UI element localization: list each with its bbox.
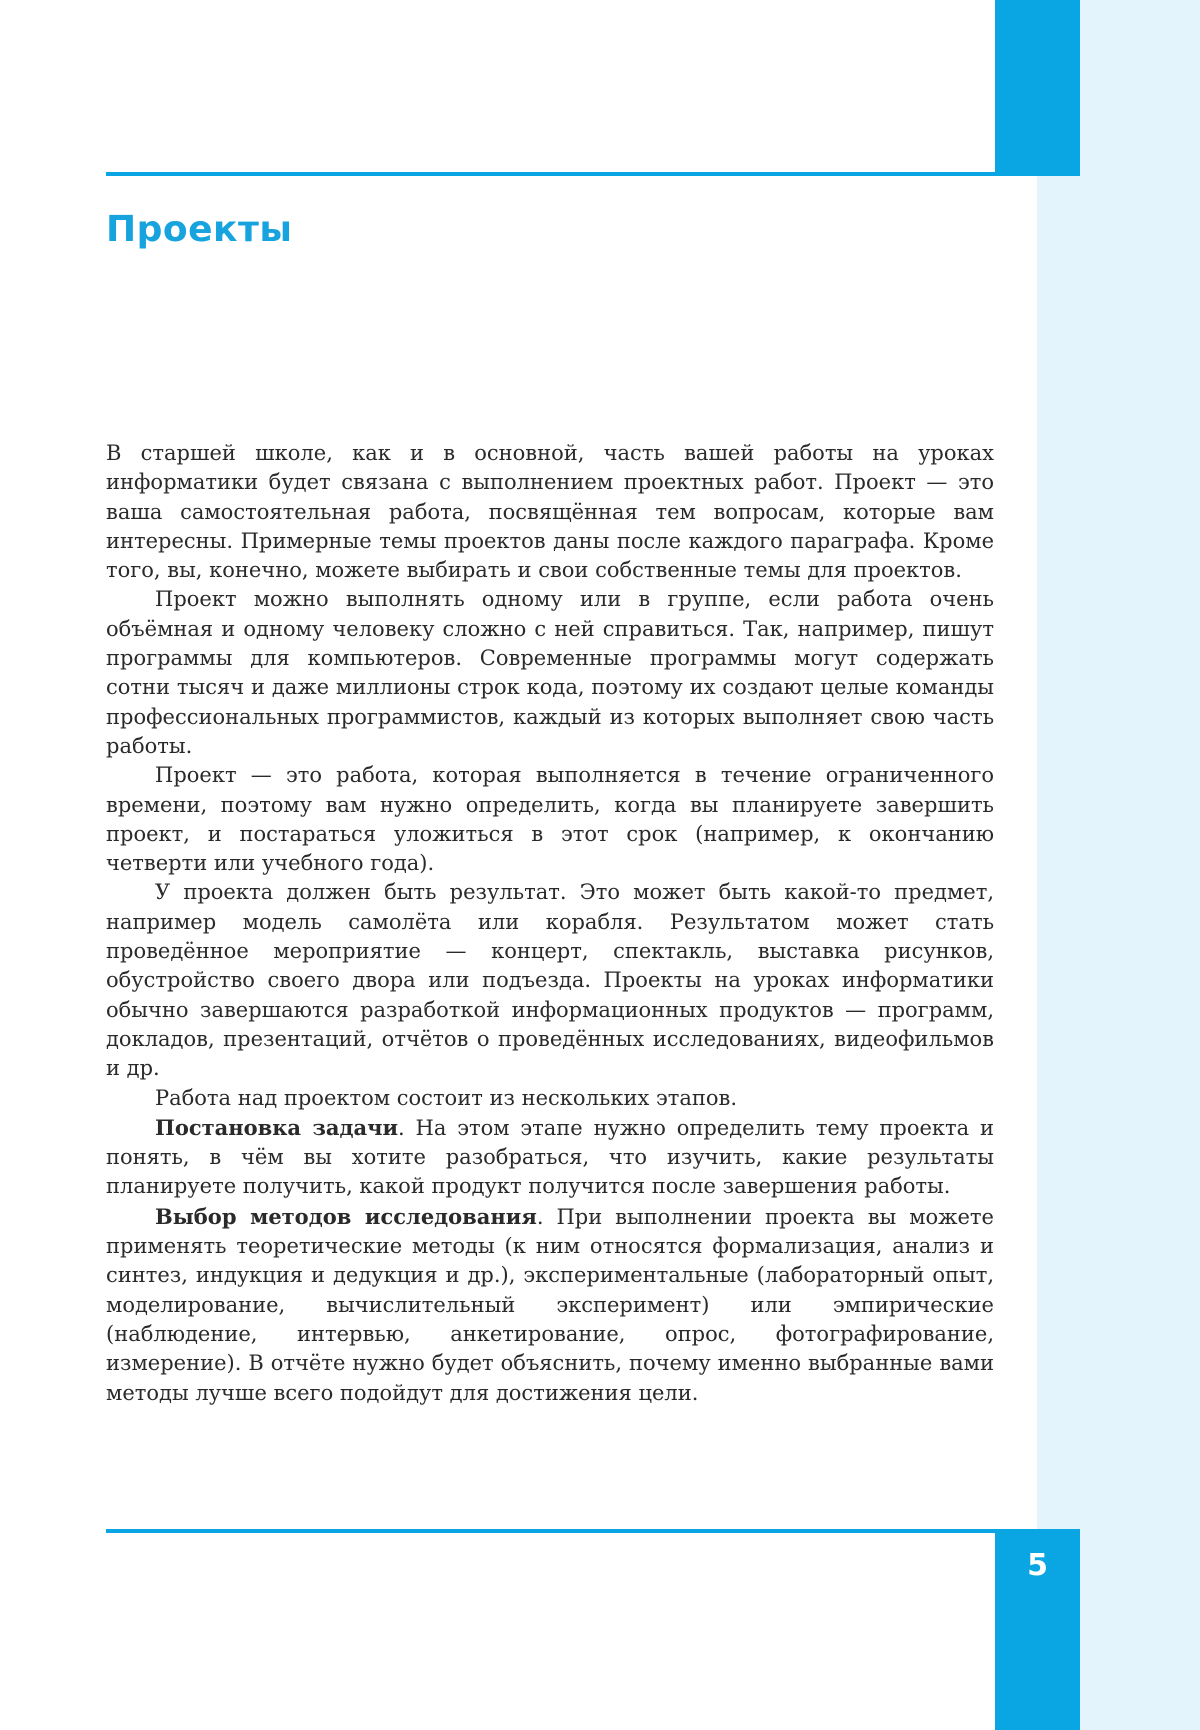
term-methods: Выбор методов исследования xyxy=(155,1203,537,1229)
body-text xyxy=(106,439,994,1487)
header-divider xyxy=(106,172,1000,176)
paragraph-stages: Работа над проектом состоит из нескольких этапов. xyxy=(155,1085,738,1110)
page-number: 5 xyxy=(1027,1548,1048,1583)
side-strip xyxy=(1037,0,1200,1730)
top-accent-tab xyxy=(995,0,1080,176)
page-title: Проекты xyxy=(106,209,293,250)
paragraph-group-work: Проект можно выполнять одному или в группе, если работа очень объёмная и одному человеку сложно с ней справиться. Так, например, пишут программы для компьютеров. Современные программы могут содержать сотни тысяч и даже миллионы строк кода, поэтому их создают целые команды профессиональных программистов, каждый из которых выполняет свою часть работы. xyxy=(106,587,994,758)
term-task-setting: Постановка задачи xyxy=(155,1114,399,1140)
methods-text: . При выполнении проекта вы можете применять теоретические методы (к ним относятся формализация, анализ и синтез, индукция и дедукция и др.), экспериментальные (лабораторный опыт, моделирование, вычислительный эксперимент) или эмпирические (наблюдение, интервью, анкетирование, опрос, фотографирование, измерение). В отчёте нужно будет объяснить, почему именно выбранные вами методы лучше всего подойдут для достижения цели. xyxy=(106,1204,994,1405)
paragraph-intro: В старшей школе, как и в основной, часть вашей работы на уроках информатики будет связана с выполнением проектных работ. Проект — это ваша самостоятельная работа, посвящённая тем вопросам, которые вам интересны. Примерные темы проектов даны после каждого параграфа. Кроме того, вы, конечно, можете выбирать и свои собственные темы для проектов. xyxy=(106,441,994,583)
task-setting-text: . На этом этапе нужно определить тему проекта и понять, в чём вы хотите разобраться, что изучить, какие результаты планируете получить, какой продукт получится после завершения работы. xyxy=(106,1115,994,1199)
paragraph-result: У проекта должен быть результат. Это может быть какой-то предмет, например модель самолёта или корабля. Результатом может стать проведённое мероприятие — концерт, спектакль, выставка рисунков, обустройство своего двора или подъезда. Проекты на уроках информатики обычно завершаются разработкой информационных продуктов — программ, докладов, презентаций, отчётов о проведённых исследованиях, видеофильмов и др. xyxy=(106,880,994,1081)
paragraph-time-limit: Проект — это работа, которая выполняется в течение ограниченного времени, поэтому вам нужно определить, когда вы планируете завершить проект, и постараться уложиться в этот срок (например, к окончанию четверти или учебного года). xyxy=(106,763,994,876)
paragraph-methods xyxy=(106,1202,994,1408)
footer-divider xyxy=(106,1529,1000,1533)
paragraph-task-setting xyxy=(106,1113,994,1202)
